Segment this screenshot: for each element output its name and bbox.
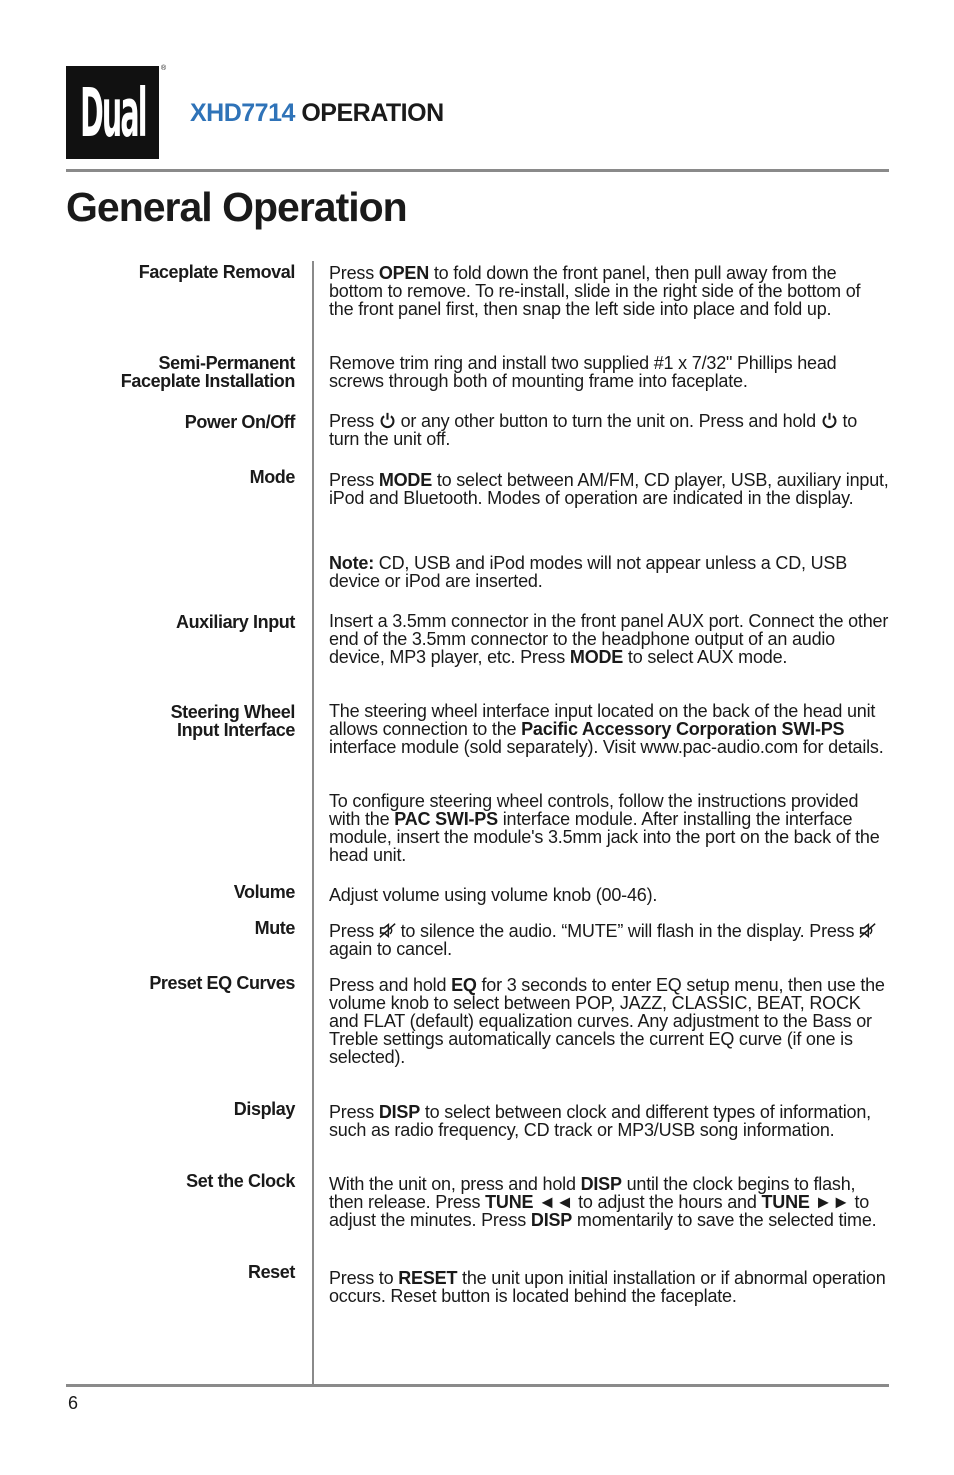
text-preset-eq: Press and hold EQ for 3 seconds to enter EQ setup menu, then use the volume knob to select between POP, JAZZ, CLASSIC, BEAT, ROCK and FLAT (default) equalization curves. Any adjustment to the Bass or Treble settings automatically cancels the current EQ curve (if one is selected). bbox=[329, 975, 885, 1067]
registered-mark: ® bbox=[161, 65, 167, 72]
text-steering-wheel-2: To configure steering wheel controls, follow the instructions provided with the PAC SWI-PS interface module. After installing the interface module, insert the module's 3.5mm jack into the port on the back of the head unit. bbox=[329, 791, 880, 865]
label-preset-eq: Preset EQ Curves bbox=[149, 973, 295, 993]
text-set-clock: With the unit on, press and hold DISP until the clock begins to flash, then release. Press TUNE ◄◄ to adjust the hours and TUNE ►► to adjust the minutes. Press DISP momentarily to save the selected time. bbox=[329, 1174, 877, 1230]
top-rule bbox=[66, 169, 889, 172]
label-set-clock: Set the Clock bbox=[186, 1171, 295, 1191]
text-faceplate-removal: Press OPEN to fold down the front panel, then pull away from the bottom to remove. To re-install, slide in the right side of the bottom of the front panel first, then snap the left side into place and fold up. bbox=[329, 263, 861, 319]
power-icon bbox=[379, 412, 396, 429]
text-reset: Press to RESET the unit upon initial installation or if abnormal operation occurs. Reset button is located behind the faceplate. bbox=[329, 1268, 886, 1306]
mute-icon bbox=[379, 922, 396, 939]
text-mode: Press MODE to select between AM/FM, CD player, USB, auxiliary input, iPod and Bluetooth. Modes of operation are indicated in the display. bbox=[329, 470, 889, 508]
text-steering-wheel-1: The steering wheel interface input located on the back of the head unit allows connection to the Pacific Accessory Corporation SWI-PS interface module (sold separately). Visit www.pac-audio.com for details. bbox=[329, 701, 884, 757]
text-display: Press DISP to select between clock and different types of information, such as radio frequency, CD track or MP3/USB song information. bbox=[329, 1102, 871, 1140]
label-faceplate-removal: Faceplate Removal bbox=[138, 262, 295, 282]
text-mode-note: Note: CD, USB and iPod modes will not appear unless a CD, USB device or iPod are inserted. bbox=[329, 553, 848, 591]
label-power: Power On/Off bbox=[184, 412, 295, 432]
power-icon bbox=[821, 412, 838, 429]
label-volume: Volume bbox=[233, 882, 295, 902]
text-mute: Press to silence the audio. “MUTE” will flash in the display. Press again to cancel. bbox=[329, 922, 889, 958]
text-volume: Adjust volume using volume knob (00-46). bbox=[329, 885, 658, 905]
dual-logo: Dual bbox=[66, 66, 159, 159]
page-number: 6 bbox=[68, 1393, 79, 1413]
label-steering-wheel: Steering Wheel Input Interface bbox=[170, 702, 295, 740]
text-semi-permanent: Remove trim ring and install two supplied #1 x 7/32" Phillips head screws through both of mounting frame into faceplate. bbox=[329, 353, 837, 391]
mute-icon bbox=[859, 922, 876, 939]
label-mode: Mode bbox=[249, 467, 295, 487]
column-divider bbox=[312, 261, 314, 1385]
label-auxiliary-input: Auxiliary Input bbox=[175, 612, 295, 632]
header-title bbox=[190, 99, 444, 128]
bottom-rule bbox=[66, 1384, 889, 1387]
label-display: Display bbox=[233, 1099, 295, 1119]
model-name: XHD7714 bbox=[190, 99, 295, 127]
label-mute: Mute bbox=[254, 918, 295, 938]
label-reset: Reset bbox=[247, 1262, 295, 1282]
label-semi-permanent: Semi-Permanent Faceplate Installation bbox=[120, 353, 295, 391]
text-power: Press or any other button to turn the unit on. Press and hold to turn the unit off. bbox=[329, 411, 858, 449]
page-title: General Operation bbox=[66, 184, 407, 230]
text-auxiliary-input: Insert a 3.5mm connector in the front panel AUX port. Connect the other end of the 3.5mm connector to the headphone output of an audio device, MP3 player, etc. Press MODE to select AUX mode. bbox=[329, 611, 889, 667]
section-name: OPERATION bbox=[301, 99, 444, 127]
